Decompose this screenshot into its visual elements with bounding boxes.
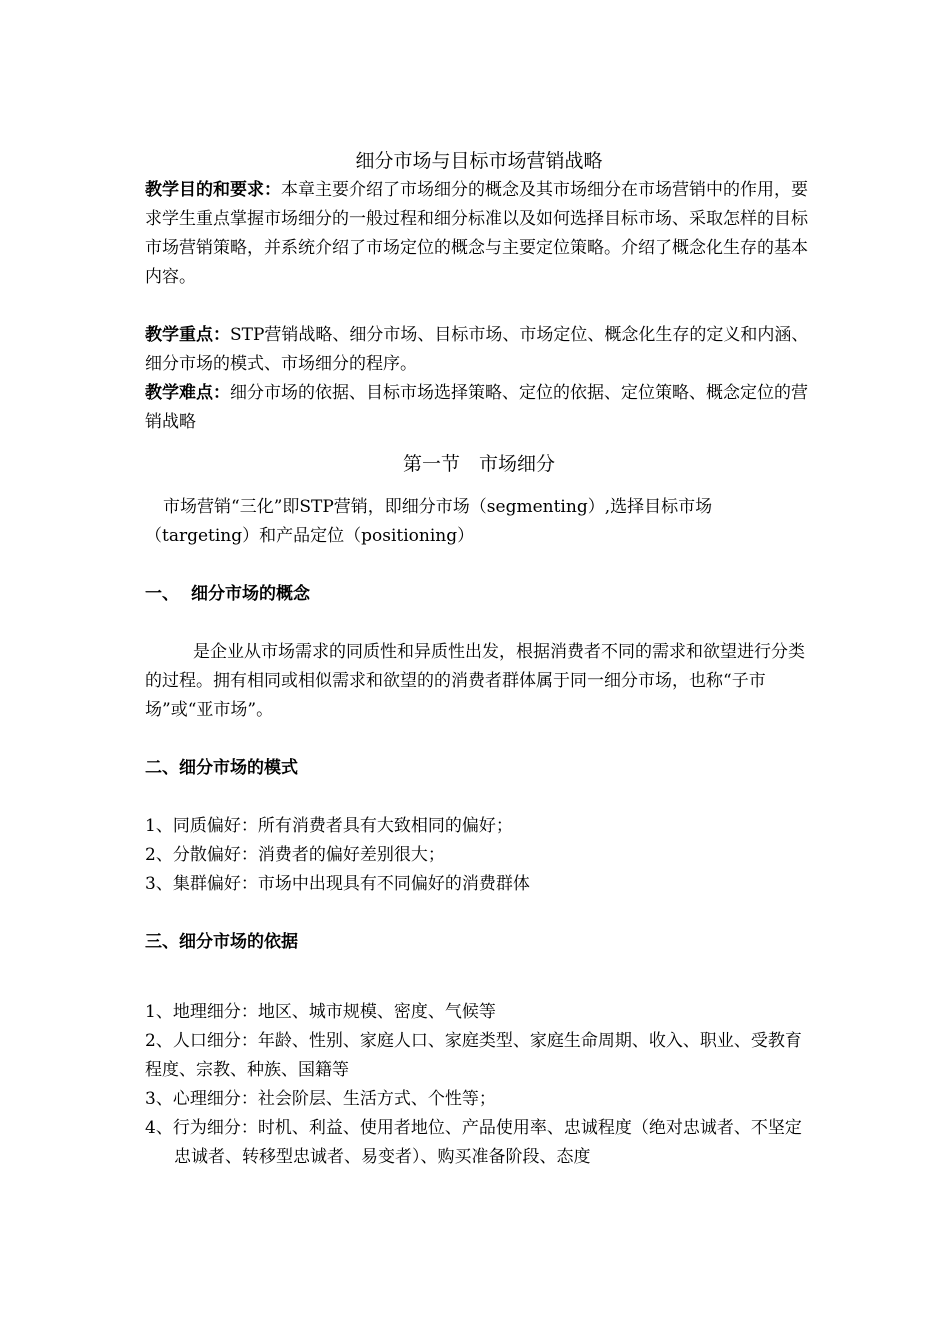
- spacer: [145, 957, 813, 986]
- spacer: [145, 292, 813, 321]
- heading-concept: [145, 580, 813, 609]
- concept-paragraph: 是企业从市场需求的同质性和异质性出发，根据消费者不同的需求和欲望进行分类的过程。拥有相同或相似需求和欲望的的消费者群体属于同一细分市场，也称“子市场”或“亚市场”。: [145, 642, 805, 720]
- spacer: [145, 783, 813, 812]
- spacer: [145, 899, 813, 928]
- key-points-label: 教学重点：: [145, 325, 230, 345]
- spacer: [145, 986, 813, 998]
- heading-modes: 二、细分市场的模式: [145, 758, 298, 778]
- heading-concept-text: 细分市场的概念: [191, 584, 310, 604]
- list-item: 1、地理细分：地区、城市规模、密度、气候等: [145, 1002, 496, 1022]
- objectives-text: 本章主要介绍了市场细分的概念及其市场细分在市场营销中的作用，要求学生重点掌握市场细分的一般过程和细分标准以及如何选择目标市场、采取怎样的目标市场营销策略，并系统介绍了市场定位的概念与主要定位策略。介绍了概念化生存的基本内容。: [145, 180, 808, 287]
- bases-list: [145, 998, 813, 1172]
- difficulties-text: 细分市场的依据、目标市场选择策略、定位的依据、定位策略、概念定位的营销战略: [145, 383, 808, 432]
- modes-list: [145, 812, 813, 899]
- list-item: 3、心理细分：社会阶层、生活方式、个性等；: [145, 1089, 496, 1109]
- spacer: [145, 609, 813, 638]
- objectives-paragraph: [145, 176, 813, 292]
- document-body: [145, 146, 813, 1172]
- spacer: [145, 551, 813, 580]
- list-item: 4、行为细分：时机、利益、使用者地位、产品使用率、忠诚程度（绝对忠诚者、不坚定忠诚者、转移型忠诚者、易变者）、购买准备阶段、态度: [145, 1118, 802, 1167]
- list-item: 3、集群偏好：市场中出现具有不同偏好的消费群体: [145, 874, 530, 894]
- difficulties-label: 教学难点：: [145, 383, 230, 403]
- document-title: 细分市场与目标市场营销战略: [355, 150, 603, 172]
- objectives-label: 教学目的和要求：: [145, 180, 281, 200]
- list-item: 2、分散偏好：消费者的偏好差别很大；: [145, 845, 445, 865]
- list-item: 2、人口细分：年龄、性别、家庭人口、家庭类型、家庭生命周期、收入、职业、受教育程度、宗教、种族、国籍等: [145, 1031, 802, 1080]
- difficulties-paragraph: [145, 379, 813, 437]
- key-points-paragraph: [145, 321, 813, 379]
- section-title: 第一节 市场细分: [402, 453, 555, 475]
- stp-intro-paragraph: 市场营销“三化”即STP营销，即细分市场（segmenting）,选择目标市场（targeting）和产品定位（positioning）: [145, 497, 713, 546]
- heading-concept-number: 一、: [145, 584, 179, 604]
- spacer: [145, 725, 813, 754]
- key-points-text: STP营销战略、细分市场、目标市场、市场定位、概念化生存的定义和内涵、细分市场的模式、市场细分的程序。: [145, 325, 809, 374]
- heading-bases: 三、细分市场的依据: [145, 932, 298, 952]
- list-item: 1、同质偏好：所有消费者具有大致相同的偏好；: [145, 816, 513, 836]
